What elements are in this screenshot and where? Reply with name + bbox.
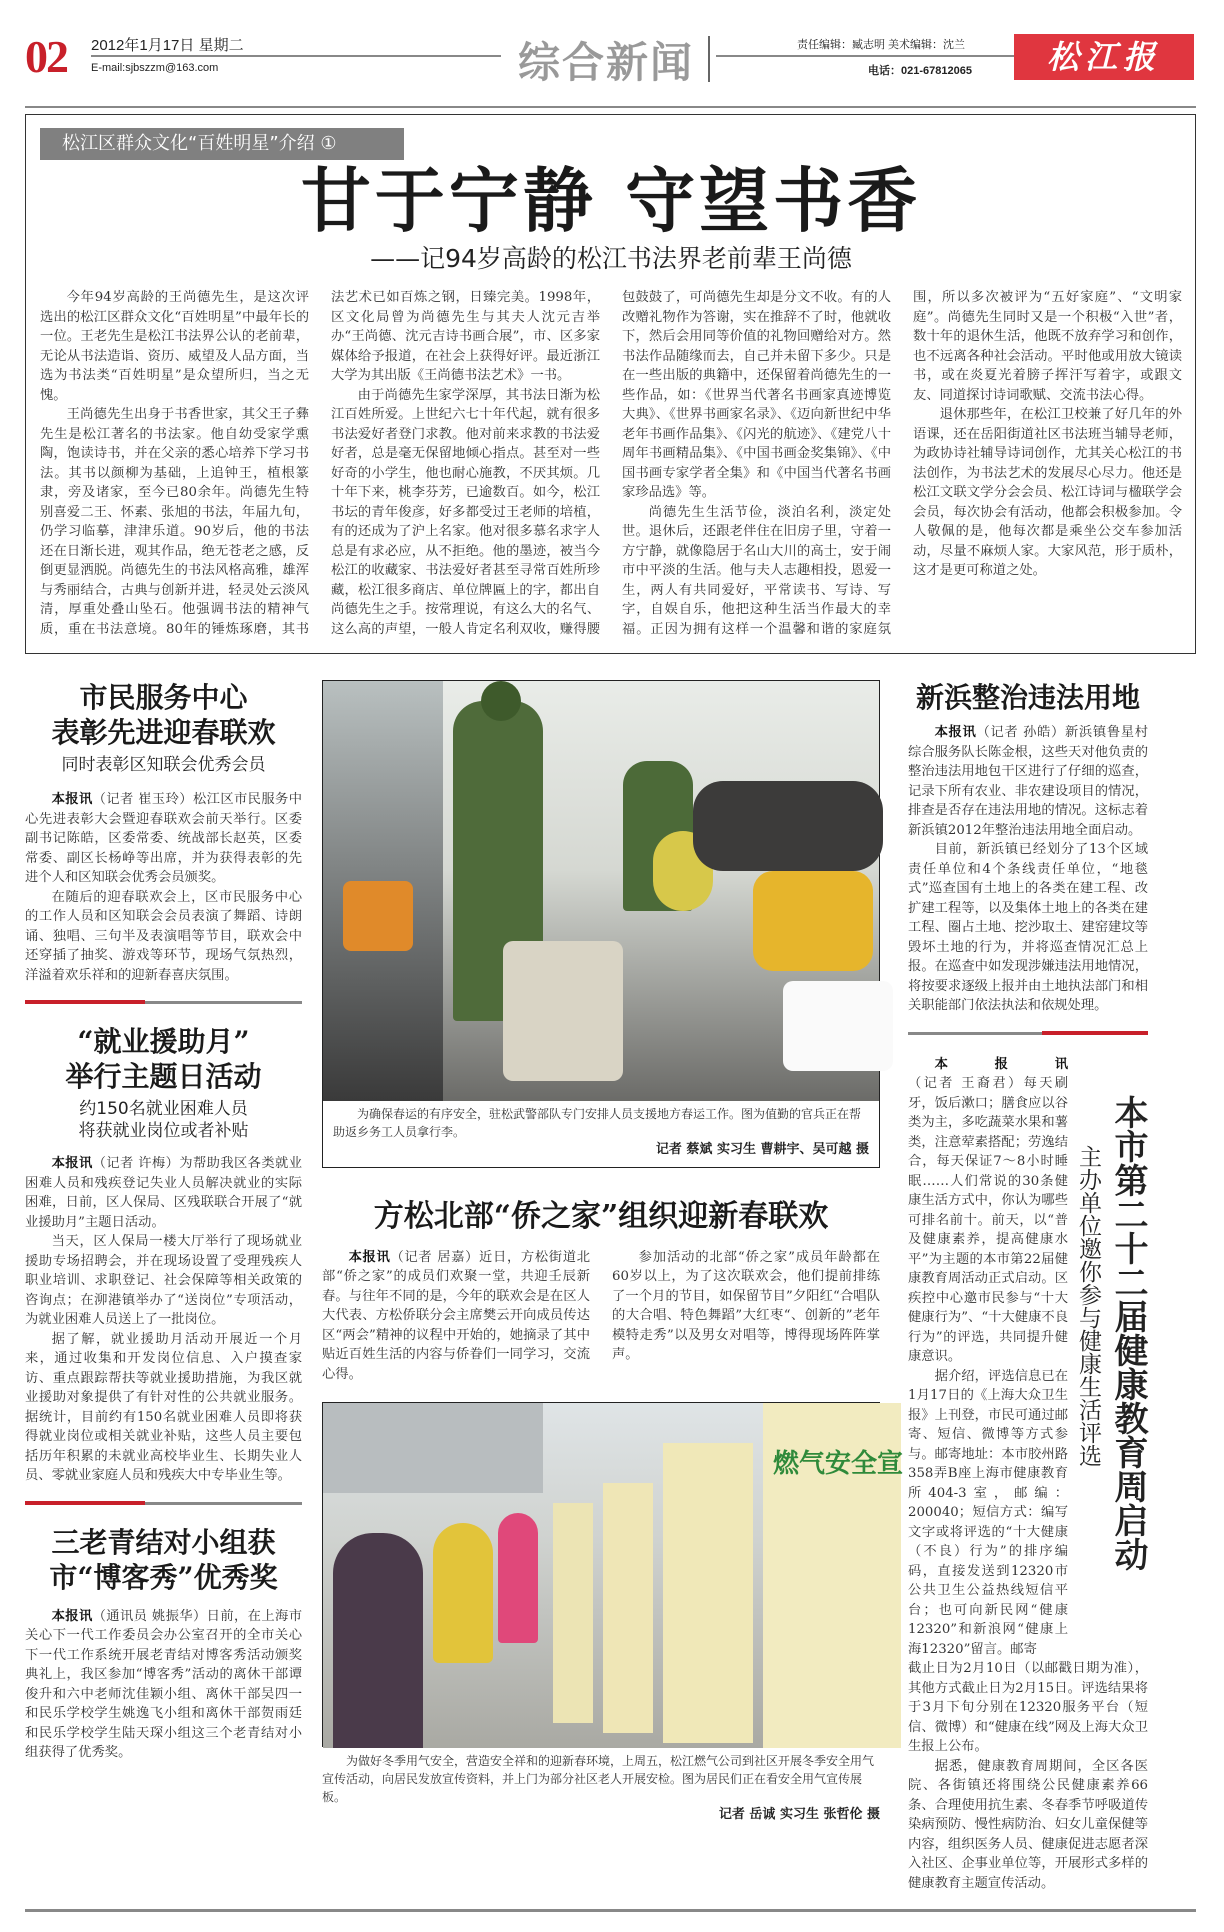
middle-column xyxy=(322,680,904,1893)
photo2-caption-block xyxy=(322,1747,880,1824)
article-subtitle: 约150名就业困难人员 xyxy=(79,1099,248,1120)
lead: 日前，在上海市关心下一代工作委员会办公室召开的全市关心下一代工作系统开展老青结对博客秀活动颁奖典礼上，我区参加“博客秀”活动的离休干部谭俊升和六中老师沈佳颖小组、离休干部吴四一和民乐学校学生姚逸飞小组和离休干部贺雨廷和民乐学校学生陆天琛小组这三个老青结对小组获得了优秀奖。 xyxy=(25,1608,302,1761)
byline: （记者 许梅） xyxy=(92,1156,180,1172)
byline: （通讯员 姚振华） xyxy=(92,1608,207,1624)
article-title: 市“博客秀”优秀奖 xyxy=(49,1560,278,1594)
lead: 新浜镇鲁星村综合服务队长陈金根，这些天对他负责的整治违法用地包干区进行了仔细的巡查，记录下所有农业、非农建设项目的情况，排查是否存在违法用地的情况。这标志着新浜镇2012年整治违法用地全面启动。 xyxy=(908,725,1149,838)
headline: 甘于宁静 守望书香 xyxy=(300,160,922,242)
paragraph: 当天，区人保局一楼大厅举行了现场就业援助专场招聘会，并在现场设置了受理残疾人职业培训、求职登记、社会保障等相关政策的咨询点；在泖港镇举办了“送岗位”专项活动，为就业困难人员送上了一批岗位。 xyxy=(25,1234,302,1328)
paragraph: 王尚德先生出身于书香世家，其父王子彝先生是松江著名的书法家。他自幼受家学熏陶，饱读诗书，并在父亲的悉心培养下学习书法。其书以颜柳为基础，上追钟王，植根篆隶，旁及诸家，至今已80余年。尚德先生特别喜爱二王、怀素、张旭的书法，年届九旬，仍学习临摹，津津乐道。90岁后，他的书法还在日渐长进，观其作品，绝无苍老之感，反倒更显洒脱。尚德先生的书法风格高雅，雄浑与秀丽结合，古典与创新并进，轻灵处云淡风清，厚重处叠山坠石。他强调书法的精神气质，重在书法意境。80年的锤炼琢磨，其书法艺术已如百炼之钢，日臻完美。1998年，区文化局曾为尚德先生与其夫人沈元吉举办“王尚德、沈元吉诗书画合展”，市、区多家媒体给予报道，在社会上获得好评。最近浙江大学为其出版《王尚德书法艺术》一书。 xyxy=(40,290,600,637)
subheadline: ——记94岁高龄的松江书法界老前辈王尚德 xyxy=(370,244,852,273)
byline: （记者 孙皓） xyxy=(976,725,1065,740)
article-employment xyxy=(25,1024,302,1486)
article-subtitle: 同时表彰区知联会优秀会员 xyxy=(61,755,266,775)
article-title: 新浜整治违法用地 xyxy=(915,681,1140,714)
source-label: 本报讯 xyxy=(934,1056,1068,1072)
article-health-top xyxy=(908,1055,1148,1660)
left-column xyxy=(25,680,302,1893)
lower-grid xyxy=(25,680,1196,1893)
red-accent xyxy=(1042,1031,1148,1035)
article-title: 市民服务中心 xyxy=(79,681,248,714)
board-text: 燃气安全宣 xyxy=(773,1449,904,1479)
article-title: 表彰先进迎春联欢 xyxy=(51,716,276,749)
article-title: 三老青结对小组获 xyxy=(51,1525,276,1559)
photo-soldiers-helping-passengers xyxy=(323,681,879,1101)
paragraph: 今年94岁高龄的王尚德先生，是这次评选出的松江区群众文化“百姓明星”中最年长的一位。王老先生是松江书法界公认的老前辈，无论从书法造诣、资历、威望及人品方面，当选为书法类“百姓明星”是众望所归，当之无愧。 xyxy=(40,290,309,403)
health-title: 本市第二十二届健康教育周启动 xyxy=(1108,1094,1148,1571)
section-title: 综合新闻 xyxy=(518,38,695,87)
paragraph: 据了解，就业援助月活动开展近一个月来，通过收集和开发岗位信息、入户摸查家访、重点跟踪帮扶等就业援助措施，为我区就业援助对象提供了有针对性的公共就业服务。据统计，目前约有150名就业困难人员即将获得就业岗位或相关就业补贴，这些人员主要包括历年积累的未就业高校毕业生、长期失业人员、零就业家庭人员和残疾大中专毕业生等。 xyxy=(25,1331,302,1484)
article-title: 举行主题日活动 xyxy=(65,1060,262,1094)
kicker: 松江区群众文化“百姓明星”介绍 ① xyxy=(40,128,404,160)
article-overseas xyxy=(322,1248,880,1385)
divider xyxy=(25,1001,302,1004)
email: E-mail:sjbszzm@163.com xyxy=(91,62,219,74)
paragraph: 据介绍，评选信息已在1月17日的《上海大众卫生报》上刊登，市民可通过邮寄、短信、微博等方式参与。邮寄地址：本市胶州路358弄B座上海市健康教育所404-3室，邮编：200040；短信方式：编写文字或将评选的“十大健康（不良）行为”的排序编码，直接发送到12320市公共卫生公益热线短信平台；也可向新民网“健康12320”和新浪网“健康上海12320”留言。邮寄 xyxy=(908,1368,1068,1657)
photo-frame-spring-travel xyxy=(322,680,880,1168)
divider xyxy=(716,55,1014,57)
photo-gas-safety-exhibition xyxy=(322,1402,904,1747)
paragraph: 退休那些年，在松江卫校兼了好几年的外语课，还在岳阳街道社区书法班当辅导老师，为政协诗社辅导诗词创作，尤其关心松江的书法创作，为书法艺术的发展尽心尽力。他还是松江文联文学分会会员、松江诗词与楹联学会会员，每次协会有活动，他都会积极参加。令人敬佩的是，他每次都是乘坐公交车参加活动，尽量不麻烦人家。大家风范，形于质朴，这才是更可称道之处。 xyxy=(913,407,1182,578)
source-label: 本报讯 xyxy=(51,1156,93,1172)
health-subtitle: 主办单位邀你参与健康生活评选 xyxy=(1075,1144,1101,1467)
source-label: 本报讯 xyxy=(934,725,977,740)
phone: 电话：021-67812065 xyxy=(868,65,972,77)
right-column xyxy=(908,680,1148,1893)
masthead-rule xyxy=(25,106,1196,108)
lead: 松江区市民服务中心先进表彰大会暨迎春联欢会前天举行。区委副书记陈皓，区委常委、统战部长赵英，区委常委、副区长杨峥等出席，并为获得表彰的先进个人和区知联会优秀会员颁奖。 xyxy=(25,792,302,886)
paragraph: 由于尚德先生家学深厚，其书法日渐为松江百姓所爱。上世纪六七十年代起，就有很多书法爱好者登门求教。他对前来求教的书法爱好者，总是毫无保留地倾心指点。甚至对一些好奇的小学生，他也耐心施教，不厌其烦。几十年下来，桃李芬芳，已逾数百。如今，松江书坛的青年俊彦，好多都受过王老师的培植，有的还成为了沪上名家。他对很多慕名求字人总是有求必应，从不拒绝。他的墨迹，被当今松江的收藏家、书法爱好者甚至寻常百姓所珍藏，松江很多商店、单位牌匾上的字，都出自尚德先生之手。按常理说，有这么大的名气、这么高的声望，一般人肯定名利双收，赚得腰包鼓鼓了，可尚德先生却是分文不收。有的人改赠礼物作为答谢，实在推辞不了时，他就收下，然后会用同等价值的礼物回赠给对方。然书法作品随缘而去，自己并未留下多少。只是在一些出版的典籍中，还保留着尚德先生的一些作品，如：《世界当代著名书画家真迹博览大典》、《世界书画家名录》、《迈向新世纪中华老年书画作品集》、《闪光的航迹》、《建党八十周年书画精品集》、《中国书画金奖集锦》、《中国书画专家学者全集》和《中国当代著名书画家珍品选》等。 xyxy=(331,290,891,637)
article-xinbang xyxy=(908,680,1148,1016)
photo-credit: 记者 岳诚 实习生 张哲伦 摄 xyxy=(718,1807,880,1822)
paragraph: 尚德先生生活节俭，淡泊名利，淡定处世。退休后，还跟老伴住在旧房子里，守着一方宁静，就像隐居于名山大川的高士，安于闹市中平淡的生活。他与夫人志趣相投，恩爱一生，两人有共同爱好，平常读书、写诗、写字，自娱自乐，他把这种生活当作最大的幸福。正因为拥有这样一个温馨和谐的家庭氛围，所以多次被评为“五好家庭”、“文明家庭”。尚德先生同时又是一个积极“入世”者，数十年的退休生活，他既不放弃学习和创作，也不远离各种社会活动。平时他或用放大镜读书，或在炎夏光着膀子挥汗写着字，或跟文友、同道探讨诗词歌赋、交流书法心得。 xyxy=(622,290,1182,637)
article-title: “就业援助月” xyxy=(77,1025,250,1059)
feature-body xyxy=(40,288,1182,639)
photo-caption: 为确保春运的有序安全，驻松武警部队专门安排人员支援地方春运工作。图为值勤的官兵正在帮助返乡务工人员拿行李。 xyxy=(333,1107,862,1139)
divider xyxy=(25,1502,302,1505)
red-accent xyxy=(25,1000,145,1004)
paragraph: 截止日为2月10日（以邮戳日期为准），其他方式截止日为2月15日。评选结果将于3月下旬分别在12320服务平台（短信、微博）和“健康在线”网及上海大众卫生报上公布。 xyxy=(908,1661,1148,1754)
paragraph: 据悉，健康教育周期间，全区各医院、各街镇还将围绕公民健康素养66条、合理使用抗生素、冬春季节呼吸道传染病预防、慢性病防治、妇女儿童保健等内容，组织医务人员、健康促进志愿者深入社区、企事业单位等，开展形式多样的健康教育主题宣传活动。 xyxy=(908,1758,1148,1891)
article-blog-award xyxy=(25,1525,302,1763)
red-accent xyxy=(25,1501,145,1505)
paragraph: 目前，新浜镇已经划分了13个区域责任单位和4个条线责任单位，“地毯式”巡查国有土地上的各类在建工程、改扩建工程等，以及集体土地上的各类在建工程、圈占土地、挖沙取土、建窑建坟等毁坏土地的行为，并将巡查情况汇总上报。在巡查中如发现涉嫌违法用地情况，将按要求逐级上报并由土地执法部门和相关职能部门依法执法和依规处理。 xyxy=(908,842,1148,1013)
paragraph: 参加活动的北部“侨之家”成员年龄都在60岁以上，为了这次联欢会，他们提前排练了一个月的节目，如保留节目”夕阳红“合唱队的大合唱、特色舞蹈”大红枣“、创新的”老年模特走秀”以及男女对唱等，博得现场阵阵掌声。 xyxy=(612,1249,880,1362)
byline: （记者 王裔君） xyxy=(908,1076,1024,1091)
divider xyxy=(908,1032,1148,1035)
article-health-wide xyxy=(908,1659,1148,1893)
photo-credit: 记者 蔡斌 实习生 曹耕宇、吴可越 摄 xyxy=(655,1142,869,1157)
article-service-center xyxy=(25,680,302,985)
byline: （记者 崔玉玲） xyxy=(92,792,193,808)
source-label: 本报讯 xyxy=(51,792,93,808)
page-number: 02 xyxy=(25,31,67,82)
article-title: 方松北部“侨之家”组织迎新春联欢 xyxy=(373,1199,829,1234)
divider xyxy=(708,36,710,82)
article-health-narrow xyxy=(908,1055,1068,1660)
issue-date: 2012年1月17日 星期二 xyxy=(91,37,244,54)
lead: 近日，方松街道北部“侨之家”的成员们欢聚一堂，共迎壬辰新春。与往年不同的是，今年的联欢会是在区人大代表、方松侨联分会主席樊云开向成员传达区“两会”精神的议程中开始的，她摘录了其中贴近百姓生活的内容与侨眷们一同学习，交流心得。 xyxy=(322,1249,591,1382)
paragraph: 在随后的迎春联欢会上，区市民服务中心的工作人员和区知联会会员表演了舞蹈、诗朗诵、独唱、三句半及表演唱等节目，联欢会中还穿插了抽奖、游戏等环节，现场气氛热烈，洋溢着欢乐祥和的迎新春喜庆氛围。 xyxy=(25,889,302,983)
photo-caption: 为做好冬季用气安全，营造安全祥和的迎新春环境，上周五，松江燃气公司到社区开展冬季安全用气宣传活动，向居民发放宣传资料，并上门为部分社区老人开展安检。图为居民们正在看安全用气宣传展板。 xyxy=(322,1754,875,1804)
article-subtitle: 将获就业岗位或者补贴 xyxy=(78,1121,249,1142)
byline: （记者 居嘉） xyxy=(390,1249,480,1265)
divider xyxy=(91,55,501,57)
source-label: 本报讯 xyxy=(348,1249,391,1265)
source-label: 本报讯 xyxy=(51,1608,93,1624)
feature-box xyxy=(25,114,1196,654)
editors: 责任编辑：臧志明 美术编辑：沈兰 xyxy=(797,39,966,51)
lead: 每天刷牙，饭后漱口；膳食应以谷类为主，多吃蔬菜水果和薯类，注意荤素搭配；劳逸结合，每天保证7～8小时睡眠……人们常说的30条健康生活方式中，你认为哪些可排名前十。前天，以“普及健康素养，提高健康水平”为主题的本市第22届健康教育周活动正式启动。区疾控中心邀市民参与“十大健康行为”、“十大健康不良行为”的评选，共同提升健康意识。 xyxy=(908,1076,1068,1364)
page-bottom-rule xyxy=(25,1909,1196,1912)
lead: 为帮助我区各类就业困难人员和残疾登记失业人员解决就业的实际困难，日前，区人保局、区残联联合开展了“就业援助月”主题日活动。 xyxy=(25,1156,303,1230)
newspaper-logo: 松江报 xyxy=(1014,34,1194,80)
